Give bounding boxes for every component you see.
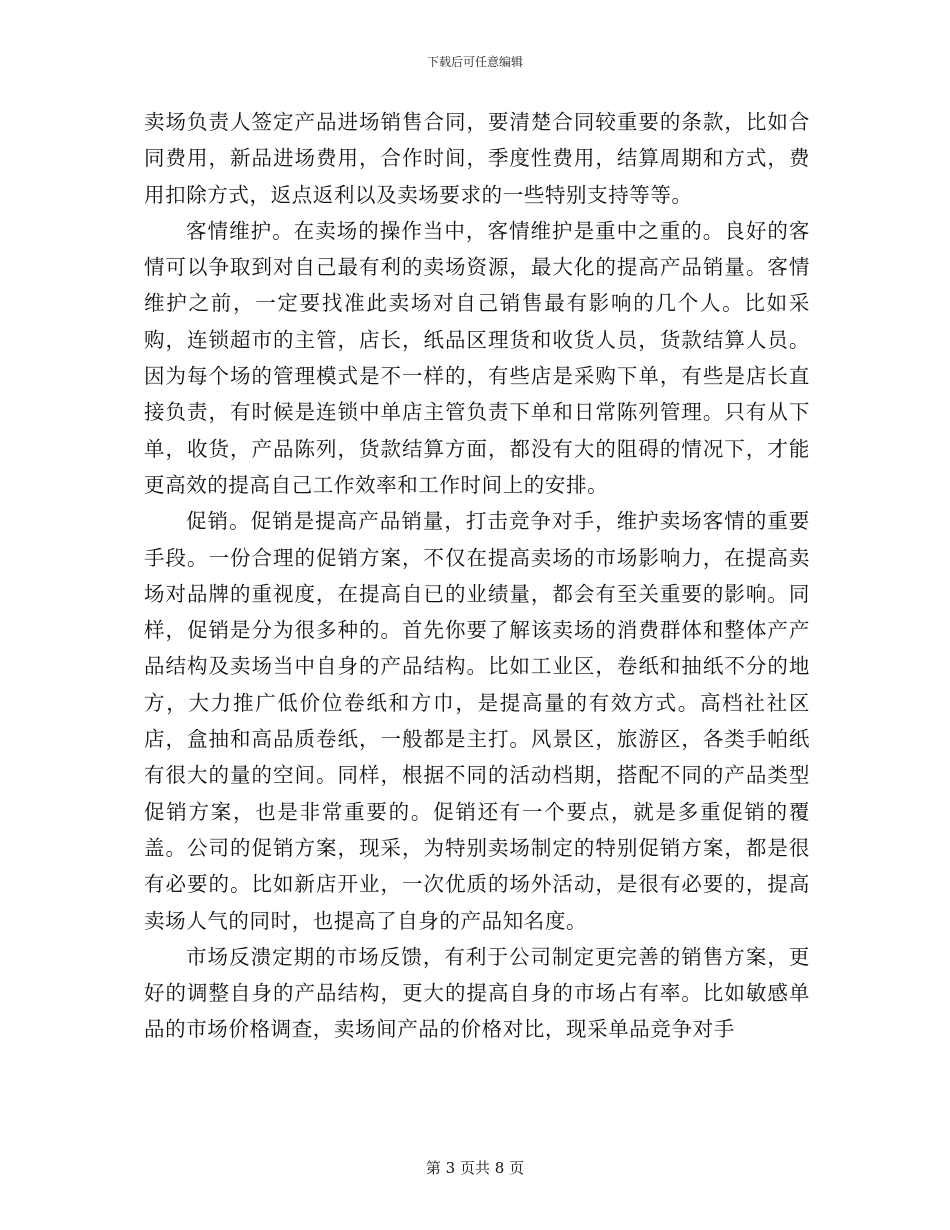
paragraph-customer-relations: 客情维护。在卖场的操作当中，客情维护是重中之重的。良好的客情可以争取到对自己最有利的卖场资源，最大化的提高产品销量。客情维护之前，一定要找准此卖场对自己销售最有影响的几个人。比如采购，连锁超市的主管，店长，纸品区理货和收货人员，货款结算人员。因为每个场的管理模式是不一样的，有些店是采购下单，有些是店长直接负责，有时候是连锁中单店主管负责下单和日常陈列管理。只有从下单，收货，产品陈列，货款结算方面，都没有大的阻碍的情况下，才能更高效的提高自己工作效率和工作时间上的安排。 [144, 218, 810, 497]
document-body [144, 104, 810, 1048]
page-number-footer: 第 3 页共 8 页 [425, 1159, 525, 1177]
paragraph-contract-terms: 卖场负责人签定产品进场销售合同，要清楚合同较重要的条款，比如合同费用，新品进场费用，合作时间，季度性费用，结算周期和方式，费用扣除方式，返点返利以及卖场要求的一些特别支持等等。 [144, 110, 810, 207]
page-header-note: 下载后可任意编辑 [426, 55, 523, 69]
paragraph-promotion: 促销。促销是提高产品销量，打击竞争对手，维护卖场客情的重要手段。一份合理的促销方案，不仅在提高卖场的市场影响力，在提高卖场对品牌的重视度，在提高自已的业绩量，都会有至关重要的影响。同样，促销是分为很多种的。首先你要了解该卖场的消费群体和整体产产品结构及卖场当中自身的产品结构。比如工业区，卷纸和抽纸不分的地方，大力推广低价位卷纸和方巾，是提高量的有效方式。高档社社区店，盒抽和高品质卷纸，一般都是主打。风景区，旅游区，各类手帕纸有很大的量的空间。同样，根据不同的活动档期，搭配不同的产品类型促销方案，也是非常重要的。促销还有一个要点，就是多重促销的覆盖。公司的促销方案，现采，为特别卖场制定的特别促销方案，都是很有必要的。比如新店开业，一次优质的场外活动，是很有必要的，提高卖场人气的同时，也提高了自身的产品知名度。 [144, 509, 810, 933]
paragraph-market-feedback: 市场反溃定期的市场反馈，有利于公司制定更完善的销售方案，更好的调整自身的产品结构，更大的提高自身的市场占有率。比如敏感单品的市场价格调查，卖场间产品的价格对比，现采单品竞争对手 [144, 944, 810, 1042]
